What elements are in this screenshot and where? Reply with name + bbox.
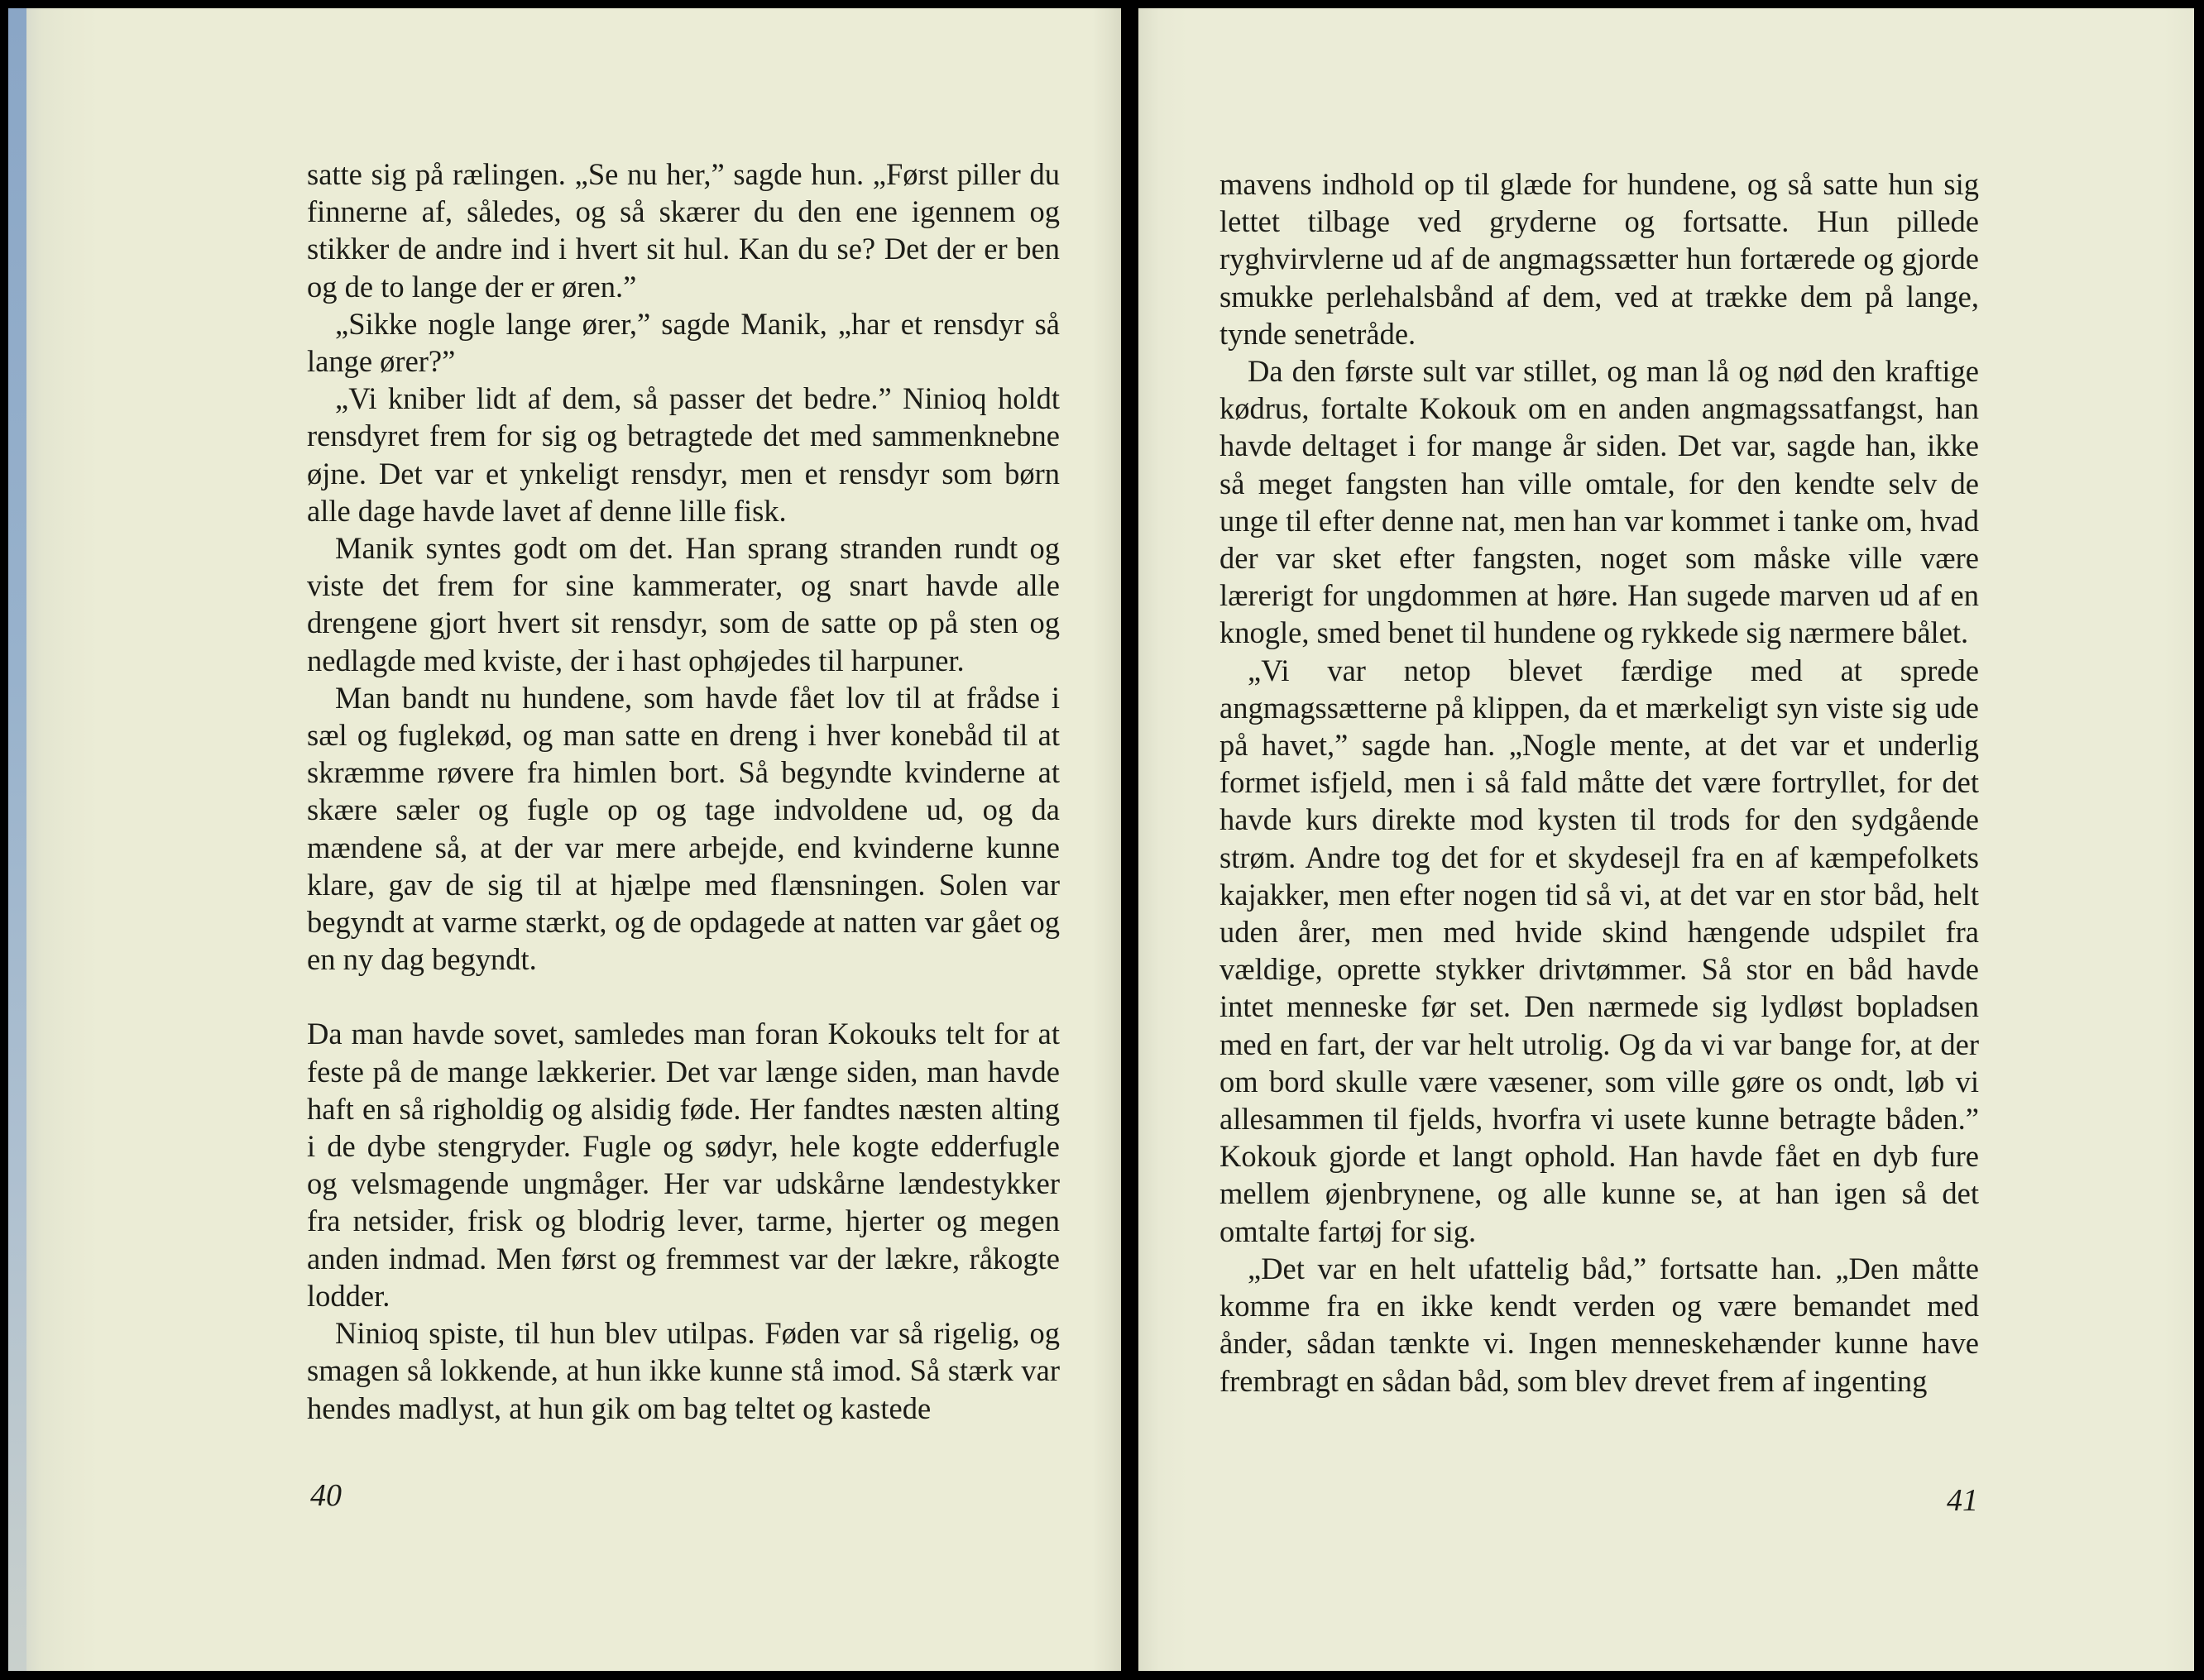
- page-number: 41: [1947, 1483, 1978, 1518]
- paragraph: „Vi kniber lidt af dem, så passer det bedre.” Ninioq holdt rensdyret frem for sig og betragtede det med sammenknebne øjne. Det var et ynkeligt rensdyr, men et rensdyr som børn alle dage havde lavet af denne lille fisk.: [307, 381, 1060, 528]
- paragraph: „Sikke nogle lange ører,” sagde Manik, „har et rensdyr så lange ører?”: [307, 306, 1060, 379]
- paragraph: mavens indhold op til glæde for hundene, og så satte hun sig lettet tilbage ved gryderne og fortsatte. Hun pillede ryghvirvlerne ud af de angmagssætter hun fortærede og gjorde smukke perlehalsbånd af dem, ved at trække dem på lange, tynde senetråde.: [1219, 167, 1979, 351]
- left-page: [8, 8, 1121, 1671]
- page-edge: [8, 8, 26, 1671]
- section-paragraph: Da man havde sovet, samledes man foran Kokouks telt for at feste på de mange lækkerier. Det var længe siden, man havde haft en så righoldig og alsidig føde. Her fandtes næsten alting i de dybe stengryder. Fugle og sødyr, hele kogte edderfugle og velsmagende ungmåger. Her var udskårne lændestykker fra netsider, frisk og blodrig lever, tarme, hjerter og megen anden indmad. Men først og fremmest var der lækre, råkogte lodder.: [307, 1017, 1060, 1313]
- paragraph: „Det var en helt ufattelig båd,” fortsatte han. „Den måtte komme fra en ikke kendt verden og være bemandet med ånder, sådan tænkte vi. Ingen menneskehænder kunne have frembragt en sådan båd, som blev drevet frem af ingenting: [1219, 1251, 1979, 1398]
- paragraph: Da den første sult var stillet, og man lå og nød den kraftige kødrus, fortalte Kokouk om en anden angmagssatfangst, han havde deltaget i for mange år siden. Det var, sagde han, ikke så meget fangsten han ville omtale, for den kendte selv de unge til efter denne nat, men han var kommet i tanke om, hvad der var sket efter fangsten, noget som måske ville være lærerigt for ungdommen at høre. Han sugede marven ud af en knogle, smed benet til hundene og rykkede sig nærmere bålet.: [1219, 354, 1979, 650]
- paragraph: „Vi var netop blevet færdige med at sprede angmagssætterne på klippen, da et mærkeligt syn viste sig ude på havet,” sagde han. „Nogle mente, at det var et underlig formet isfjeld, men i så fald måtte det være fortryllet, for det havde kurs direkte mod kysten til trods for den sydgående strøm. Andre tog det for et skydesejl fra en af kæmpefolkets kajakker, men efter nogen tid så vi, at det var en stor båd, helt uden årer, men med hvide skind hængende udspilet fra vældige, oprette stykker drivtømmer. Så stor en båd havde intet menneske før set. Den nærmede sig lydløst bopladsen med en fart, der var helt utrolig. Og da vi var bange for, at der om bord skulle være væsener, som ville gøre os ondt, løb vi allesammen til fjelds, hvorfra vi usete kunne betragte båden.” Kokouk gjorde et langt ophold. Han havde fået en dyb fure mellem øjenbrynene, og alle kunne se, at han igen så det omtalte fartøj for sig.: [1219, 653, 1979, 1248]
- paragraph: Ninioq spiste, til hun blev utilpas. Føden var så rigelig, og smagen så lokkende, at hun ikke kunne stå imod. Så stærk var hendes madlyst, at hun gik om bag teltet og kastede: [307, 1316, 1060, 1425]
- paragraph: satte sig på rælingen. „Se nu her,” sagde hun. „Først piller du finnerne af, således, og så skærer du den ene igennem og stikker de andre ind i hvert sit hul. Kan du se? Det der er ben og de to lange der er øren.”: [307, 157, 1060, 304]
- paragraph: Man bandt nu hundene, som havde fået lov til at frådse i sæl og fuglekød, og man satte en dreng i hver konebåd til at skræmme røvere fra himlen bort. Så begyndte kvinderne at skære sæler og fugle op og tage indvoldene ud, og da mændene så, at der var mere arbejde, end kvinderne kunne klare, gav de sig til at hjælpe med flænsningen. Solen var begyndt at varme stærkt, og de opdagede at natten var gået og en ny dag begyndt.: [307, 680, 1060, 977]
- page-number: 40: [310, 1478, 342, 1513]
- paragraph: Manik syntes godt om det. Han sprang stranden rundt og viste det frem for sine kammerater, og snart havde alle drengene gjort hvert sit rensdyr, som de satte op på sten og nedlagde med kviste, der i hast ophøjedes til harpuner.: [307, 531, 1060, 677]
- right-page-text: [1219, 165, 1979, 1400]
- right-page: [1138, 8, 2194, 1671]
- left-page-text: [307, 156, 1060, 1427]
